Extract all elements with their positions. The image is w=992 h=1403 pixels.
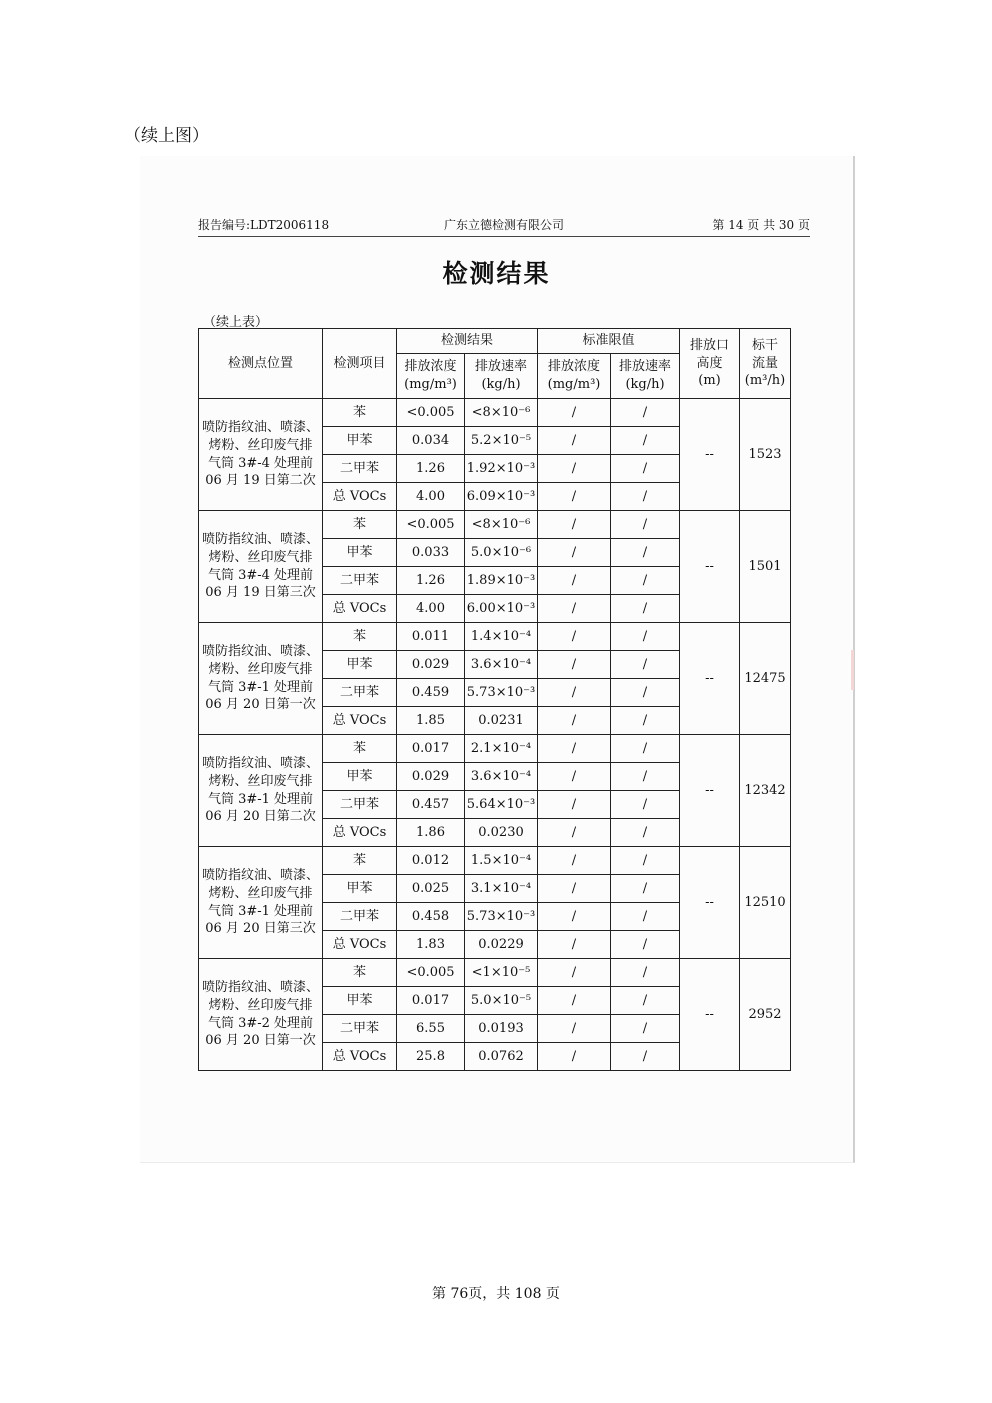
location-line: 06 月 19 日第二次 [205, 473, 316, 489]
conc-cell: 0.029 [397, 763, 465, 791]
location-line: 气筒 3#-1 处理前 [207, 791, 314, 807]
rate-cell: <8×10⁻⁶ [465, 511, 538, 539]
limit-conc-cell: / [538, 931, 611, 959]
col-height-label-1: 排放口 [689, 338, 729, 354]
rate-cell: <1×10⁻⁵ [465, 959, 538, 987]
limit-conc-cell: / [538, 539, 611, 567]
limit-conc-cell: / [538, 567, 611, 595]
conc-cell: 0.017 [397, 735, 465, 763]
col-location-header: 检测点位置 [199, 329, 323, 399]
col-flow-header [740, 329, 791, 399]
col-limit-rate-header [611, 354, 680, 399]
limit-conc-cell: / [538, 623, 611, 651]
col-item-header: 检测项目 [323, 329, 397, 399]
location-line: 气筒 3#-1 处理前 [207, 903, 314, 919]
limit-rate-cell: / [611, 399, 680, 427]
rate-cell: 1.5×10⁻⁴ [465, 847, 538, 875]
limit-rate-cell: / [611, 847, 680, 875]
item-cell: 总 VOCs [323, 595, 397, 623]
limit-conc-cell: / [538, 875, 611, 903]
col-conc-header [397, 354, 465, 399]
height-cell: -- [680, 847, 740, 959]
conc-cell: 0.458 [397, 903, 465, 931]
height-cell: -- [680, 959, 740, 1071]
conc-cell: 6.55 [397, 1015, 465, 1043]
rate-cell: 1.89×10⁻³ [465, 567, 538, 595]
item-cell: 二甲苯 [323, 679, 397, 707]
limit-conc-cell: / [538, 455, 611, 483]
page-footer: 第 76页，共 108 页 [432, 1286, 560, 1302]
limit-conc-cell: / [538, 1015, 611, 1043]
limit-rate-cell: / [611, 679, 680, 707]
conc-cell: 1.26 [397, 455, 465, 483]
table-row [199, 511, 791, 539]
location-line: 喷防指纹油、喷漆、 [201, 420, 319, 436]
table-row [199, 735, 791, 763]
col-flow-label-2: 流量 [751, 355, 778, 371]
rate-cell: 6.00×10⁻³ [465, 595, 538, 623]
item-cell: 总 VOCs [323, 1043, 397, 1071]
col-rate-unit: (kg/h) [481, 377, 521, 392]
limit-conc-cell: / [538, 763, 611, 791]
rate-cell: 6.09×10⁻³ [465, 483, 538, 511]
limit-rate-cell: / [611, 455, 680, 483]
conc-cell: 1.26 [397, 567, 465, 595]
item-cell: 总 VOCs [323, 931, 397, 959]
limit-rate-cell: / [611, 903, 680, 931]
limit-rate-cell: / [611, 567, 680, 595]
rate-cell: 5.2×10⁻⁵ [465, 427, 538, 455]
height-cell: -- [680, 735, 740, 847]
report-header [198, 216, 810, 236]
group-results-header: 检测结果 [397, 329, 538, 354]
limit-conc-cell: / [538, 511, 611, 539]
col-rate-label: 排放速率 [474, 359, 527, 375]
table-row [199, 623, 791, 651]
col-limit-conc-label: 排放浓度 [547, 359, 600, 375]
limit-conc-cell: / [538, 903, 611, 931]
item-cell: 总 VOCs [323, 819, 397, 847]
location-cell [199, 959, 323, 1071]
limit-conc-cell: / [538, 427, 611, 455]
item-cell: 苯 [323, 847, 397, 875]
item-cell: 甲苯 [323, 763, 397, 791]
flow-cell: 12342 [740, 735, 791, 847]
col-conc-unit: (mg/m³) [404, 377, 457, 392]
limit-rate-cell: / [611, 511, 680, 539]
limit-rate-cell: / [611, 763, 680, 791]
location-line: 气筒 3#-4 处理前 [207, 567, 314, 583]
col-flow-label-1: 标干 [751, 338, 778, 354]
header-rule [198, 236, 810, 237]
item-cell: 苯 [323, 735, 397, 763]
location-line: 喷防指纹油、喷漆、 [201, 980, 319, 996]
page-title: 检测结果 [442, 259, 551, 288]
rate-cell: 3.6×10⁻⁴ [465, 651, 538, 679]
col-flow-unit: (m³/h) [744, 373, 786, 389]
item-cell: 甲苯 [323, 539, 397, 567]
flow-cell: 12510 [740, 847, 791, 959]
limit-rate-cell: / [611, 791, 680, 819]
conc-cell: 1.83 [397, 931, 465, 959]
height-cell: -- [680, 399, 740, 511]
col-rate-header [465, 354, 538, 399]
rate-cell: 5.64×10⁻³ [465, 791, 538, 819]
item-cell: 苯 [323, 623, 397, 651]
limit-conc-cell: / [538, 595, 611, 623]
rate-cell: 1.92×10⁻³ [465, 455, 538, 483]
col-height-header [680, 329, 740, 399]
conc-cell: 0.457 [397, 791, 465, 819]
limit-conc-cell: / [538, 987, 611, 1015]
scan-mark [851, 650, 854, 690]
location-line: 烤粉、丝印废气排 [208, 997, 313, 1013]
table-row [199, 399, 791, 427]
results-table [198, 328, 791, 1071]
table-continuation-note: （续上表） [203, 315, 269, 330]
item-cell: 二甲苯 [323, 791, 397, 819]
limit-rate-cell: / [611, 735, 680, 763]
location-line: 气筒 3#-1 处理前 [207, 679, 314, 695]
item-cell: 总 VOCs [323, 707, 397, 735]
location-line: 喷防指纹油、喷漆、 [201, 868, 319, 884]
limit-rate-cell: / [611, 595, 680, 623]
location-cell [199, 847, 323, 959]
scanned-report-page [140, 156, 855, 1163]
group-limits-header: 标准限值 [538, 329, 680, 354]
conc-cell: 1.85 [397, 707, 465, 735]
col-height-label-2: 高度 [696, 355, 723, 371]
rate-cell: 0.0229 [465, 931, 538, 959]
location-cell [199, 623, 323, 735]
report-page-info: 第 14 页 共 30 页 [712, 218, 810, 232]
table-row [199, 847, 791, 875]
flow-cell: 1523 [740, 399, 791, 511]
location-line: 烤粉、丝印废气排 [208, 549, 313, 565]
conc-cell: 0.011 [397, 623, 465, 651]
location-line: 气筒 3#-4 处理前 [207, 455, 314, 471]
item-cell: 二甲苯 [323, 455, 397, 483]
location-line: 06 月 20 日第一次 [205, 1033, 316, 1049]
limit-rate-cell: / [611, 1043, 680, 1071]
limit-rate-cell: / [611, 427, 680, 455]
item-cell: 甲苯 [323, 427, 397, 455]
limit-rate-cell: / [611, 651, 680, 679]
col-limit-rate-label: 排放速率 [618, 359, 671, 375]
item-cell: 苯 [323, 959, 397, 987]
flow-cell: 12475 [740, 623, 791, 735]
results-table-body [199, 399, 791, 1071]
report-number: 报告编号:LDT2006118 [198, 218, 330, 232]
conc-cell: <0.005 [397, 959, 465, 987]
location-line: 06 月 20 日第三次 [205, 921, 316, 937]
item-cell: 甲苯 [323, 651, 397, 679]
limit-conc-cell: / [538, 399, 611, 427]
conc-cell: <0.005 [397, 399, 465, 427]
rate-cell: 0.0762 [465, 1043, 538, 1071]
conc-cell: 0.017 [397, 987, 465, 1015]
location-line: 06 月 19 日第三次 [205, 585, 316, 601]
limit-rate-cell: / [611, 931, 680, 959]
col-limit-rate-unit: (kg/h) [625, 377, 665, 392]
conc-cell: 1.86 [397, 819, 465, 847]
item-cell: 二甲苯 [323, 903, 397, 931]
conc-cell: 0.459 [397, 679, 465, 707]
col-limit-conc-header [538, 354, 611, 399]
limit-conc-cell: / [538, 483, 611, 511]
flow-cell: 1501 [740, 511, 791, 623]
conc-cell: 0.025 [397, 875, 465, 903]
company-name: 广东立德检测有限公司 [443, 218, 564, 232]
limit-rate-cell: / [611, 875, 680, 903]
conc-cell: 0.012 [397, 847, 465, 875]
location-cell [199, 735, 323, 847]
limit-rate-cell: / [611, 819, 680, 847]
conc-cell: 25.8 [397, 1043, 465, 1071]
limit-rate-cell: / [611, 539, 680, 567]
conc-cell: 0.029 [397, 651, 465, 679]
limit-rate-cell: / [611, 959, 680, 987]
item-cell: 甲苯 [323, 987, 397, 1015]
rate-cell: 5.0×10⁻⁵ [465, 987, 538, 1015]
conc-cell: 0.034 [397, 427, 465, 455]
limit-conc-cell: / [538, 959, 611, 987]
item-cell: 甲苯 [323, 875, 397, 903]
location-line: 06 月 20 日第一次 [205, 697, 316, 713]
location-line: 06 月 20 日第二次 [205, 809, 316, 825]
rate-cell: 2.1×10⁻⁴ [465, 735, 538, 763]
continuation-note: （续上图） [124, 126, 209, 146]
limit-rate-cell: / [611, 483, 680, 511]
limit-conc-cell: / [538, 1043, 611, 1071]
conc-cell: <0.005 [397, 511, 465, 539]
height-cell: -- [680, 623, 740, 735]
col-conc-label: 排放浓度 [404, 359, 457, 375]
limit-conc-cell: / [538, 735, 611, 763]
location-cell [199, 511, 323, 623]
rate-cell: 0.0230 [465, 819, 538, 847]
rate-cell: 3.6×10⁻⁴ [465, 763, 538, 791]
rate-cell: 5.0×10⁻⁶ [465, 539, 538, 567]
flow-cell: 2952 [740, 959, 791, 1071]
rate-cell: 1.4×10⁻⁴ [465, 623, 538, 651]
col-limit-conc-unit: (mg/m³) [547, 377, 601, 392]
limit-rate-cell: / [611, 707, 680, 735]
rate-cell: 0.0193 [465, 1015, 538, 1043]
item-cell: 二甲苯 [323, 567, 397, 595]
item-cell: 苯 [323, 399, 397, 427]
limit-conc-cell: / [538, 847, 611, 875]
rate-cell: 5.73×10⁻³ [465, 679, 538, 707]
location-line: 烤粉、丝印废气排 [208, 437, 313, 453]
limit-conc-cell: / [538, 791, 611, 819]
location-line: 喷防指纹油、喷漆、 [201, 532, 319, 548]
location-line: 烤粉、丝印废气排 [208, 661, 313, 677]
conc-cell: 0.033 [397, 539, 465, 567]
location-line: 喷防指纹油、喷漆、 [201, 756, 319, 772]
limit-conc-cell: / [538, 707, 611, 735]
limit-rate-cell: / [611, 987, 680, 1015]
item-cell: 苯 [323, 511, 397, 539]
item-cell: 二甲苯 [323, 1015, 397, 1043]
col-height-unit: (m) [698, 373, 721, 389]
item-cell: 总 VOCs [323, 483, 397, 511]
conc-cell: 4.00 [397, 483, 465, 511]
location-line: 喷防指纹油、喷漆、 [201, 644, 319, 660]
rate-cell: 0.0231 [465, 707, 538, 735]
limit-conc-cell: / [538, 679, 611, 707]
table-row [199, 959, 791, 987]
rate-cell: 5.73×10⁻³ [465, 903, 538, 931]
rate-cell: <8×10⁻⁶ [465, 399, 538, 427]
rate-cell: 3.1×10⁻⁴ [465, 875, 538, 903]
height-cell: -- [680, 511, 740, 623]
limit-conc-cell: / [538, 651, 611, 679]
location-line: 烤粉、丝印废气排 [208, 773, 313, 789]
location-line: 烤粉、丝印废气排 [208, 885, 313, 901]
limit-rate-cell: / [611, 1015, 680, 1043]
conc-cell: 4.00 [397, 595, 465, 623]
limit-conc-cell: / [538, 819, 611, 847]
limit-rate-cell: / [611, 623, 680, 651]
location-line: 气筒 3#-2 处理前 [207, 1015, 314, 1031]
location-cell [199, 399, 323, 511]
